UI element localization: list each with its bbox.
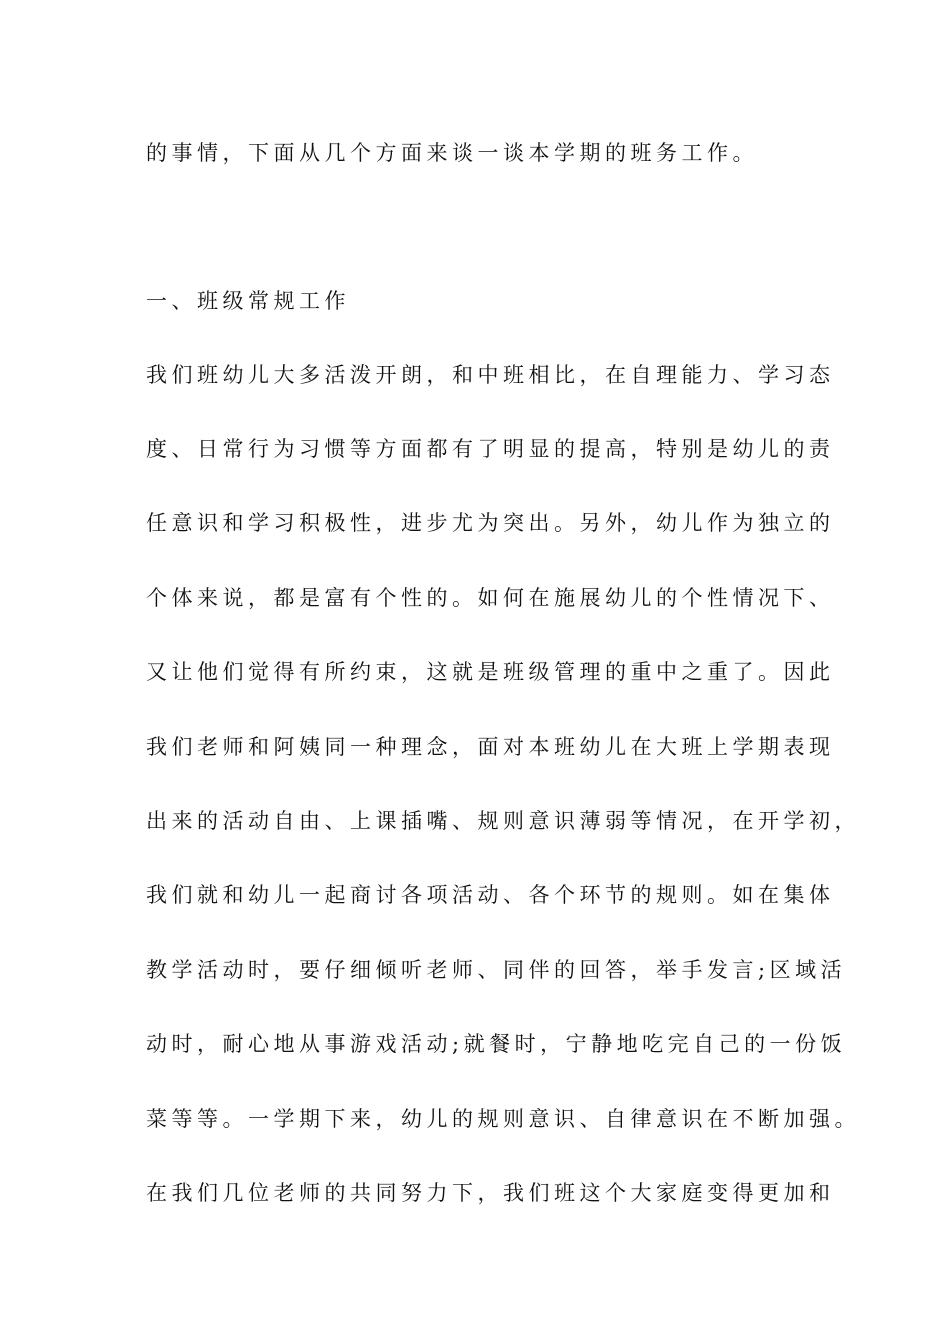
body-line-7: 出来的活动自由、上课插嘴、规则意识薄弱等情况，在开学初， [146,809,860,833]
body-line-5: 又让他们觉得有所约束，这就是班级管理的重中之重了。因此 [146,660,835,684]
body-line-10: 动时，耐心地从事游戏活动;就餐时，宁静地吃完自己的一份饭 [146,1032,847,1056]
body-line-9: 教学活动时，要仔细倾听老师、同伴的回答，举手发言;区域活 [146,958,847,982]
body-line-2: 度、日常行为习惯等方面都有了明显的提高，特别是幼儿的责 [146,437,835,461]
body-line-3: 任意识和学习积极性，进步尤为突出。另外，幼儿作为独立的 [146,511,835,535]
intro-line: 的事情，下面从几个方面来谈一谈本学期的班务工作。 [146,141,758,165]
section-heading: 一、班级常规工作 [146,289,350,313]
body-line-12: 在我们几位老师的共同努力下，我们班这个大家庭变得更加和 [146,1181,835,1205]
body-line-1: 我们班幼儿大多活泼开朗，和中班相比，在自理能力、学习态 [146,363,835,387]
body-line-8: 我们就和幼儿一起商讨各项活动、各个环节的规则。如在集体 [146,883,835,907]
body-line-11: 菜等等。一学期下来，幼儿的规则意识、自律意识在不断加强。 [146,1107,860,1131]
body-line-4: 个体来说，都是富有个性的。如何在施展幼儿的个性情况下、 [146,586,835,610]
body-line-6: 我们老师和阿姨同一种理念，面对本班幼儿在大班上学期表现 [146,735,835,759]
